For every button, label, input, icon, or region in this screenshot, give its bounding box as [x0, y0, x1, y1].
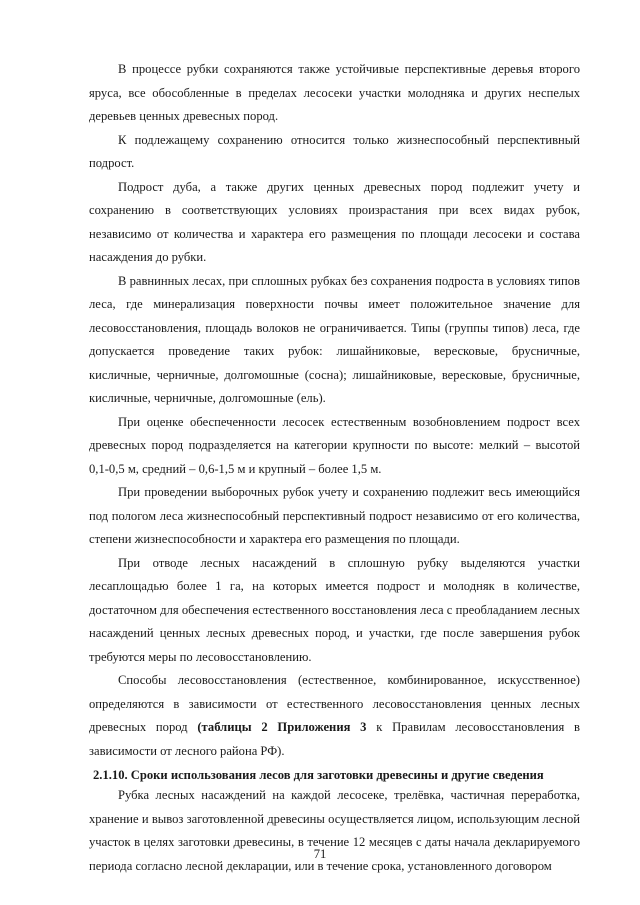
- paragraph-7: При отводе лесных насаждений в сплошную рубку выделяются участки лесаплощадью более 1 га, на которых имеется подрост и молодняк в количестве, достаточном для обеспечения естественного восстановления леса с преобладанием лесных насаждений ценных лесных древесных пород, и участки, где после завершения рубок требуются меры по лесовосстановлению.: [89, 555, 580, 664]
- paragraph-2: К подлежащему сохранению относится только жизнеспособный перспективный подрост.: [89, 132, 580, 170]
- paragraph-1: В процессе рубки сохраняются также устойчивые перспективные деревья второго яруса, все обособленные в пределах лесосеки участки молодняка и других неспелых деревьев ценных древесных пород.: [89, 62, 580, 123]
- final-paragraph: Рубка лесных насаждений на каждой лесосеке, трелёвка, частичная переработка, хранение и вывоз заготовленной древесины осуществляется лицом, использующим лесной участок в целях заготовки древесины, в течение 12 месяцев с даты начала декларируемого периода согласно лесной декларации, или в течение срока, установленного договором: [89, 788, 580, 873]
- paragraph-8-text-end: к Правилам лесовосстановления в зависимости от лесного района РФ).: [89, 720, 581, 758]
- page-content: [89, 58, 580, 878]
- paragraph-8: [89, 669, 580, 763]
- paragraph-8-bold-reference: (таблицы 2 Приложения 3: [197, 720, 367, 734]
- page-number: 71: [313, 847, 327, 861]
- paragraph-5: При оценке обеспеченности лесосек естественным возобновлением подрост всех древесных пород подразделяется на категории крупности по высоте: мелкий – высотой 0,1-0,5 м, средний – 0,6-1,5 м и крупный – более 1,5 м.: [89, 414, 580, 476]
- paragraph-3: Подрост дуба, а также других ценных древесных пород подлежит учету и сохранению в соответствующих условиях произрастания при всех видах рубок, независимо от количества и характера его размещения по площади лесосеки и состава насаждения до рубки.: [89, 179, 580, 264]
- section-heading: 2.1.10. Сроки использования лесов для заготовки древесины и другие сведения: [93, 768, 544, 782]
- paragraph-8-text: Способы лесовосстановления (естественное, комбинированное, искусственное) определяются в зависимости от естественного лесовосстановления ценных лесных древесных пород: [89, 673, 580, 734]
- paragraph-4: В равнинных лесах, при сплошных рубках без сохранения подроста в условиях типов леса, где минерализация поверхности почвы имеет положительное значение для лесовосстановления, площадь волоков не ограничивается. Типы (группы типов) леса, где допускается проведение таких рубок: лишайниковые, вересковые, брусничные, кисличные, черничные, долгомошные (сосна); лишайниковые, вересковые, брусничные, кисличные, черничные, долгомошные (ель).: [89, 273, 580, 405]
- paragraph-6: При проведении выборочных рубок учету и сохранению подлежит весь имеющийся под пологом леса жизнеспособный перспективный подрост независимо от его количества, степени жизнеспособности и характера его размещения по площади.: [89, 485, 580, 546]
